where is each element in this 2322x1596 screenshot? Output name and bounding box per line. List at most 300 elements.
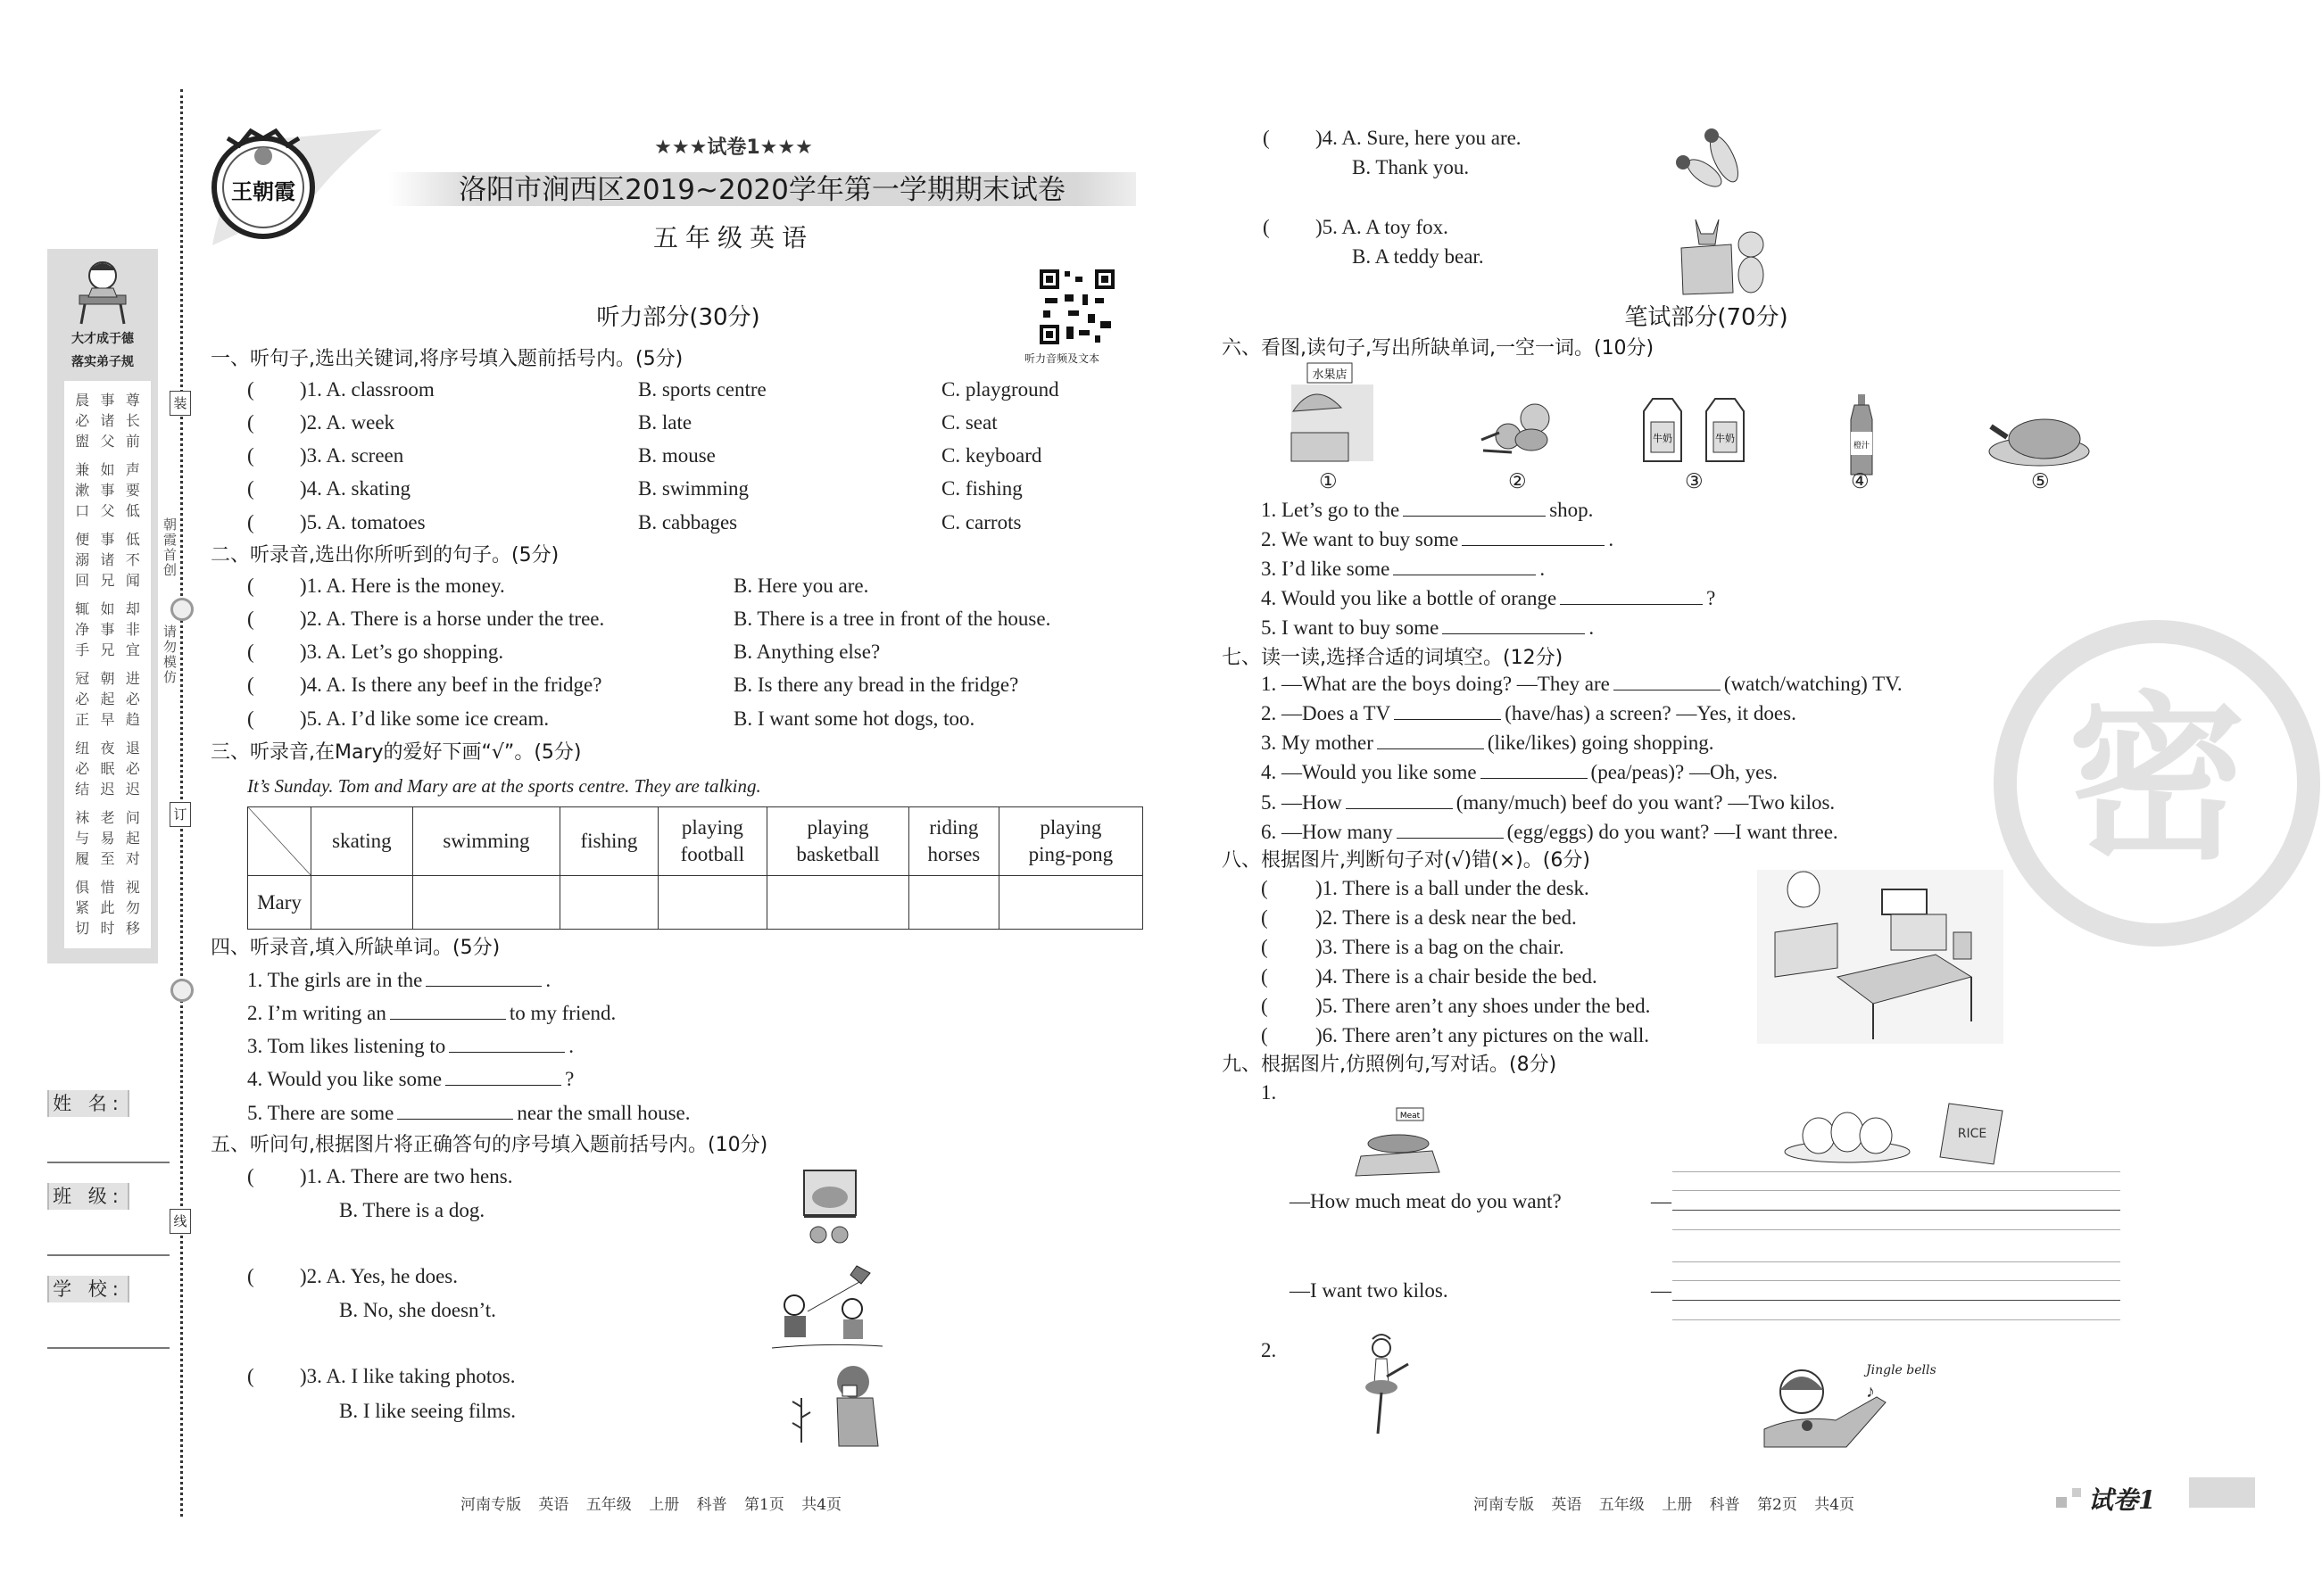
text: fishing [580, 830, 638, 852]
header-cell [999, 807, 1142, 876]
rhyme-char: 与 [75, 830, 90, 847]
rhyme-char: 早 [100, 711, 115, 728]
tab-bar [2189, 1477, 2255, 1508]
fill-item [247, 1067, 574, 1092]
writing-line[interactable] [1672, 1229, 2120, 1230]
answer-paren[interactable]: ( [1261, 965, 1268, 988]
fill-item [1261, 498, 1593, 523]
motto-line-1: 大才成于德 [71, 332, 134, 346]
answer-blank[interactable] [390, 1001, 506, 1020]
option-c: C. carrots [941, 511, 1022, 533]
text: . [1608, 528, 1614, 550]
option-b: B. cabbages [638, 511, 738, 533]
text: . [545, 969, 551, 991]
milk-cartons-picture [1640, 397, 1752, 464]
eggs-and-rice-picture [1783, 1102, 2008, 1164]
rhyme-char: 事 [100, 531, 115, 548]
dizigui-rhyme [64, 381, 151, 948]
meat-scale-picture [1352, 1106, 1446, 1179]
rhyme-char: 诸 [100, 412, 115, 429]
answer-paren[interactable]: ( [247, 1265, 254, 1287]
text: riding [929, 816, 979, 839]
example-answer: —I want two kilos. [1290, 1279, 1448, 1302]
corner-cell [248, 807, 311, 876]
writing-part-title: 笔试部分(70分) [1624, 304, 1788, 331]
answer-cell[interactable] [412, 876, 560, 930]
picture-number: ④ [1851, 470, 1870, 492]
toy-fox-and-teddy-picture [1678, 212, 1772, 296]
rhyme-char: 进 [125, 670, 140, 687]
text: skating [332, 830, 392, 852]
option-a: )5. A. I’d like some ice cream. [300, 707, 550, 730]
header-cell [658, 807, 767, 876]
answer-cell[interactable] [999, 876, 1142, 930]
answer-paren[interactable]: ( [1263, 127, 1270, 149]
header-cell [908, 807, 999, 876]
text: (egg/eggs) do you want? —I want three. [1506, 821, 1838, 843]
answer-paren[interactable]: ( [247, 674, 254, 696]
rhyme-char: 辄 [75, 600, 90, 617]
text: swimming [443, 830, 530, 852]
rhyme-char: 起 [100, 690, 115, 707]
rhyme-char: 手 [75, 641, 90, 658]
fill-item [247, 1034, 574, 1059]
answer-blank[interactable] [1397, 820, 1504, 839]
judge-item: )4. There is a chair beside the bed. [1315, 965, 1597, 988]
rhyme-char: 事 [100, 621, 115, 638]
writing-line[interactable] [1672, 1261, 2120, 1262]
rhyme-char: 溺 [75, 551, 90, 568]
option-c: C. fishing [941, 477, 1023, 500]
rhyme-char: 要 [125, 482, 140, 499]
bedroom-picture [1757, 870, 2003, 1044]
hens-cage-picture [800, 1169, 859, 1249]
exam-title: 洛阳市涧西区2019~2020学年第一学期期末试卷 [459, 174, 1066, 206]
text: football [680, 843, 745, 865]
answer-blank[interactable] [1613, 672, 1721, 690]
answer-blank[interactable] [1377, 731, 1484, 749]
answer-paren[interactable]: ( [247, 477, 254, 500]
option-a: )1. A. Here is the money. [300, 575, 505, 597]
text: 水果店 [1312, 368, 1348, 382]
rhyme-char: 必 [125, 690, 140, 707]
rhyme-char: 声 [125, 461, 140, 478]
text: 6. —How many [1261, 821, 1393, 843]
option-c: C. playground [941, 378, 1059, 401]
footer-left: 河南专版 英语 五年级 上册 科普 第1页 共4页 [460, 1496, 842, 1514]
rhyme-char: 晨 [75, 392, 90, 409]
rhyme-char: 必 [75, 760, 90, 777]
option-b: B. late [638, 411, 692, 434]
picture-number: ③ [1685, 470, 1704, 492]
section-7-heading: 七、读一读,选择合适的词填空。(12分) [1222, 647, 1563, 669]
rhyme-char: 事 [100, 392, 115, 409]
rhyme-char: 回 [75, 572, 90, 589]
logo-text: 王朝霞 [231, 179, 295, 204]
option-b: B. sports centre [638, 378, 767, 401]
rhyme-char: 前 [125, 433, 140, 450]
hobby-table [247, 806, 1143, 930]
option-a: )4. A. skating [300, 477, 410, 500]
option-a: )2. A. There is a horse under the tree. [300, 608, 605, 630]
text: 4. Would you like a bottle of orange [1261, 587, 1557, 609]
rhyme-char: 净 [75, 621, 90, 638]
section-1-heading: 一、听句子,选出关键词,将序号填入题前括号内。(5分) [211, 348, 684, 370]
kite-children-picture [772, 1262, 883, 1352]
section-3-intro: It’s Sunday. Tom and Mary are at the sports centre. They are talking. [247, 775, 761, 797]
text: (watch/watching) TV. [1723, 673, 1903, 695]
rhyme-char: 退 [125, 740, 140, 757]
option-a: )3. A. Let’s go shopping. [300, 641, 504, 663]
judge-item: )2. There is a desk near the bed. [1315, 906, 1577, 929]
rhyme-char: 如 [100, 600, 115, 617]
rhyme-char: 尊 [125, 392, 140, 409]
rhyme-char: 起 [125, 830, 140, 847]
section-6-heading: 六、看图,读句子,写出所缺单词,一空一词。(10分) [1222, 337, 1654, 360]
answer-blank[interactable] [1442, 616, 1585, 634]
answer-blank[interactable] [1393, 557, 1536, 575]
rhyme-char: 兼 [75, 461, 90, 478]
writing-line[interactable] [1672, 1300, 2120, 1301]
writing-line[interactable] [1672, 1210, 2120, 1211]
rhyme-char: 履 [75, 850, 90, 867]
answer-cell[interactable] [311, 876, 413, 930]
text: (many/much) beef do you want? —Two kilos. [1455, 791, 1836, 814]
answer-blank[interactable] [1480, 760, 1588, 779]
answer-blank[interactable] [449, 1034, 565, 1053]
judge-item: )5. There aren’t any shoes under the bed. [1315, 995, 1651, 1017]
answer-paren[interactable]: ( [1263, 216, 1270, 238]
text: 5. I want to buy some [1261, 616, 1439, 639]
text: 1. The girls are in the [247, 969, 423, 991]
judge-item: )1. There is a ball under the desk. [1315, 877, 1589, 899]
rhyme-char: 不 [125, 551, 140, 568]
rhyme-char: 对 [125, 850, 140, 867]
rhyme-char: 时 [100, 920, 115, 937]
answer-cell[interactable] [767, 876, 909, 930]
school-label: 学 校: [47, 1276, 129, 1302]
publisher-logo [203, 112, 409, 281]
fill-item [1261, 557, 1545, 582]
option-a: )3. A. screen [300, 444, 404, 467]
fill-item [1261, 586, 1715, 611]
answer-paren[interactable]: ( [247, 411, 254, 434]
answer-paren[interactable]: ( [1261, 877, 1268, 899]
answer-cell[interactable] [560, 876, 658, 930]
text: ? [1706, 587, 1716, 609]
fill-item [1261, 731, 1713, 756]
answer-paren[interactable]: ( [247, 707, 254, 730]
text: playing [681, 816, 743, 839]
option-b: B. mouse [638, 444, 716, 467]
rhyme-char: 非 [125, 621, 140, 638]
section-4-heading: 四、听录音,填入所缺单词。(5分) [211, 937, 501, 959]
fill-item [247, 1101, 691, 1126]
text: near the small house. [517, 1102, 691, 1124]
rhyme-char: 诸 [100, 551, 115, 568]
text: 4. Would you like some [247, 1068, 443, 1090]
text: horses [927, 843, 981, 865]
answer-paren[interactable]: ( [247, 575, 254, 597]
dialog-dash: — [1651, 1279, 1671, 1302]
class-input-line[interactable] [47, 1254, 170, 1256]
text: 3. My mother [1261, 732, 1373, 754]
header-cell [412, 807, 560, 876]
rhyme-char: 必 [75, 690, 90, 707]
text: 3. I’d like some [1261, 558, 1390, 580]
item-number: 1. [1261, 1081, 1277, 1104]
rhyme-char: 闻 [125, 572, 140, 589]
item-number: 2. [1261, 1339, 1277, 1361]
text: 1. —What are the boys doing? —They are [1261, 673, 1610, 695]
option-b: B. I want some hot dogs, too. [734, 707, 975, 730]
answer-blank[interactable] [397, 1101, 513, 1120]
answer-paren[interactable]: ( [247, 641, 254, 663]
rhyme-char: 事 [100, 482, 115, 499]
text: 2. I’m writing an [247, 1002, 386, 1024]
school-input-line[interactable] [47, 1347, 170, 1349]
answer-paren[interactable]: ( [1261, 995, 1268, 1017]
option-a: )3. A. I like taking photos. [300, 1365, 516, 1387]
text: ? [565, 1068, 575, 1090]
header-cell [767, 807, 909, 876]
picture-number: ② [1508, 470, 1527, 492]
text: 密 [2067, 676, 2247, 884]
answer-blank[interactable] [1462, 527, 1605, 546]
option-b: B. No, she doesn’t. [339, 1299, 496, 1321]
scholar-cartoon-icon [74, 256, 131, 326]
section-3-heading: 三、听录音,在Mary的爱好下画“√”。(5分) [211, 741, 582, 764]
cut-mark-ding: 订 [170, 802, 191, 827]
writing-line[interactable] [1672, 1190, 2120, 1191]
motto-line-2: 落实弟子规 [71, 355, 134, 369]
rhyme-char: 移 [125, 920, 140, 937]
rhyme-char: 老 [100, 809, 115, 826]
judge-item: )3. There is a bag on the chair. [1315, 936, 1564, 958]
answer-cell[interactable] [908, 876, 999, 930]
fill-item [1261, 820, 1838, 845]
rhyme-char: 纽 [75, 740, 90, 757]
rhyme-char: 此 [100, 899, 115, 916]
fill-item [1261, 672, 1903, 697]
tab-decoration [2072, 1488, 2081, 1497]
roast-chicken-picture [1986, 410, 2093, 469]
option-c: C. seat [941, 411, 998, 434]
text: 5. —How [1261, 791, 1342, 814]
answer-blank[interactable] [445, 1067, 561, 1086]
text: (have/has) a screen? —Yes, it does. [1505, 702, 1796, 724]
rhyme-char: 父 [100, 502, 115, 519]
fill-item [247, 968, 551, 993]
fill-item [1261, 790, 1835, 815]
fill-item [1261, 527, 1613, 552]
watermark-seal [1992, 618, 2322, 948]
text: playing [807, 816, 869, 839]
fill-item [247, 1001, 616, 1026]
rhyme-char: 长 [125, 412, 140, 429]
option-b: B. There is a tree in front of the house. [734, 608, 1051, 630]
rhyme-char: 却 [125, 600, 140, 617]
text: 橙汁 [1853, 442, 1870, 451]
answer-blank[interactable] [1346, 790, 1453, 809]
writing-line[interactable] [1672, 1280, 2120, 1281]
option-c: C. keyboard [941, 444, 1042, 467]
answer-paren[interactable]: ( [1261, 936, 1268, 958]
text: playing [1040, 816, 1102, 839]
answer-paren[interactable]: ( [1261, 906, 1268, 929]
rhyme-char: 问 [125, 809, 140, 826]
section-5-heading: 五、听问句,根据图片将正确答句的序号填入题前括号内。(10分) [211, 1134, 768, 1156]
option-b: B. I like seeing films. [339, 1400, 517, 1422]
name-label: 姓 名: [47, 1090, 129, 1117]
text: Jingle bells [1866, 1363, 1936, 1377]
row-label: Mary [248, 876, 311, 930]
rhyme-char: 结 [75, 781, 90, 798]
fruit-shop-picture [1288, 361, 1377, 464]
motto-panel [47, 249, 158, 963]
text: 5. There are some [247, 1102, 394, 1124]
photographer-picture [784, 1362, 885, 1446]
exam-tab-label: 试卷1 [2088, 1485, 2156, 1515]
ballerina-picture [1358, 1334, 1412, 1439]
text: basketball [796, 843, 880, 865]
rhyme-char: 冠 [75, 670, 90, 687]
text: 2. —Does a TV [1261, 702, 1391, 724]
orange-juice-bottle-picture [1847, 393, 1876, 478]
singer-boy-picture [1761, 1358, 1936, 1447]
rhyme-char: 必 [125, 760, 140, 777]
listening-part-title: 听力部分(30分) [596, 304, 760, 331]
rhyme-char: 俱 [75, 879, 90, 896]
rhyme-char: 便 [75, 531, 90, 548]
answer-blank[interactable] [426, 968, 542, 987]
vegetables-picture [1472, 397, 1566, 458]
answer-paren[interactable]: ( [247, 378, 254, 401]
text: RICE [1957, 1127, 1987, 1141]
rhyme-char: 趋 [125, 711, 140, 728]
rhyme-char: 切 [75, 920, 90, 937]
text: ping-pong [1028, 843, 1114, 865]
rhyme-char: 低 [125, 531, 140, 548]
answer-blank[interactable] [1403, 498, 1546, 517]
rhyme-char: 漱 [75, 482, 90, 499]
rhyme-char: 易 [100, 830, 115, 847]
section-2-heading: 二、听录音,选出你所听到的句子。(5分) [211, 544, 560, 566]
text: 牛奶 [1653, 433, 1672, 444]
text: Meat [1399, 1112, 1421, 1121]
header-cell [311, 807, 413, 876]
rhyme-char: 夜 [100, 740, 115, 757]
side-note-original: 朝霞首创 [162, 517, 178, 578]
answer-paren[interactable]: ( [247, 444, 254, 467]
name-input-line[interactable] [47, 1162, 170, 1163]
option-a: )1. A. classroom [300, 378, 435, 401]
option-b: B. A teddy bear. [1352, 245, 1484, 268]
rhyme-char: 正 [75, 711, 90, 728]
judge-item: )6. There aren’t any pictures on the wall. [1315, 1024, 1650, 1046]
qr-code-icon[interactable] [1038, 268, 1116, 346]
answer-blank[interactable] [1394, 701, 1501, 720]
rhyme-char: 口 [75, 502, 90, 519]
series-label: ★★★试卷1★★★ [654, 136, 813, 159]
picture-number: ① [1319, 470, 1338, 492]
tab-decoration [2056, 1497, 2067, 1508]
answer-paren[interactable]: ( [247, 511, 254, 533]
fill-item [1261, 760, 1778, 785]
rhyme-char: 勿 [125, 899, 140, 916]
rhyme-char: 必 [75, 412, 90, 429]
rhyme-char: 如 [100, 461, 115, 478]
answer-paren[interactable]: ( [247, 1365, 254, 1387]
rhyme-char: 兄 [100, 641, 115, 658]
option-b: B. Here you are. [734, 575, 869, 597]
rhyme-char: 父 [100, 433, 115, 450]
side-note-no-copy: 请勿模仿 [162, 624, 178, 685]
option-b: B. Is there any bread in the fridge? [734, 674, 1019, 696]
header-cell [560, 807, 658, 876]
picture-number: ⑤ [2031, 470, 2050, 492]
fill-item [1261, 616, 1594, 641]
option-a: )2. A. week [300, 411, 395, 434]
answer-paren[interactable]: ( [247, 1165, 254, 1187]
exam-subtitle: 五年级英语 [652, 223, 814, 252]
rhyme-char: 紧 [75, 899, 90, 916]
text: shop. [1549, 499, 1594, 521]
option-a: )2. A. Yes, he does. [300, 1265, 458, 1287]
text: . [1539, 558, 1546, 580]
example-question: —How much meat do you want? [1290, 1190, 1562, 1212]
text: 牛奶 [1715, 433, 1735, 444]
dialog-dash: — [1651, 1190, 1671, 1212]
rhyme-char: 迟 [125, 781, 140, 798]
rhyme-char: 袜 [75, 809, 90, 826]
rhyme-char: 兄 [100, 572, 115, 589]
fill-item [1261, 701, 1796, 726]
rhyme-char: 眠 [100, 760, 115, 777]
answer-blank[interactable] [1560, 586, 1703, 605]
cut-mark-xian: 线 [170, 1209, 191, 1234]
text: 3. Tom likes listening to [247, 1035, 446, 1057]
writing-line[interactable] [1672, 1319, 2120, 1320]
text: . [568, 1035, 574, 1057]
option-b: B. swimming [638, 477, 749, 500]
rhyme-char: 视 [125, 879, 140, 896]
footer-right: 河南专版 英语 五年级 上册 科普 第2页 共4页 [1473, 1496, 1855, 1514]
section-9-heading: 九、根据图片,仿照例句,写对话。(8分) [1222, 1054, 1557, 1076]
rhyme-char: 至 [100, 850, 115, 867]
rhyme-char: 低 [125, 502, 140, 519]
rhyme-char: 惜 [100, 879, 115, 896]
writing-line[interactable] [1672, 1171, 2120, 1172]
text: 4. —Would you like some [1261, 761, 1477, 783]
brand-seal-icon [170, 979, 194, 1002]
option-b: B. There is a dog. [339, 1199, 485, 1221]
rhyme-char: 宜 [125, 641, 140, 658]
option-a: )4. A. Sure, here you are. [1315, 127, 1522, 149]
class-label: 班 级: [47, 1183, 129, 1210]
answer-paren[interactable]: ( [247, 608, 254, 630]
rhyme-char: 朝 [100, 670, 115, 687]
text: 1. Let’s go to the [1261, 499, 1400, 521]
carrots-picture [1672, 127, 1753, 189]
rhyme-char: 迟 [100, 781, 115, 798]
qr-caption: 听力音频及文本 [1024, 352, 1100, 365]
answer-paren[interactable]: ( [1261, 1024, 1268, 1046]
option-b: B. Thank you. [1352, 156, 1470, 178]
text: to my friend. [509, 1002, 617, 1024]
rhyme-char: 盥 [75, 433, 90, 450]
answer-cell[interactable] [658, 876, 767, 930]
